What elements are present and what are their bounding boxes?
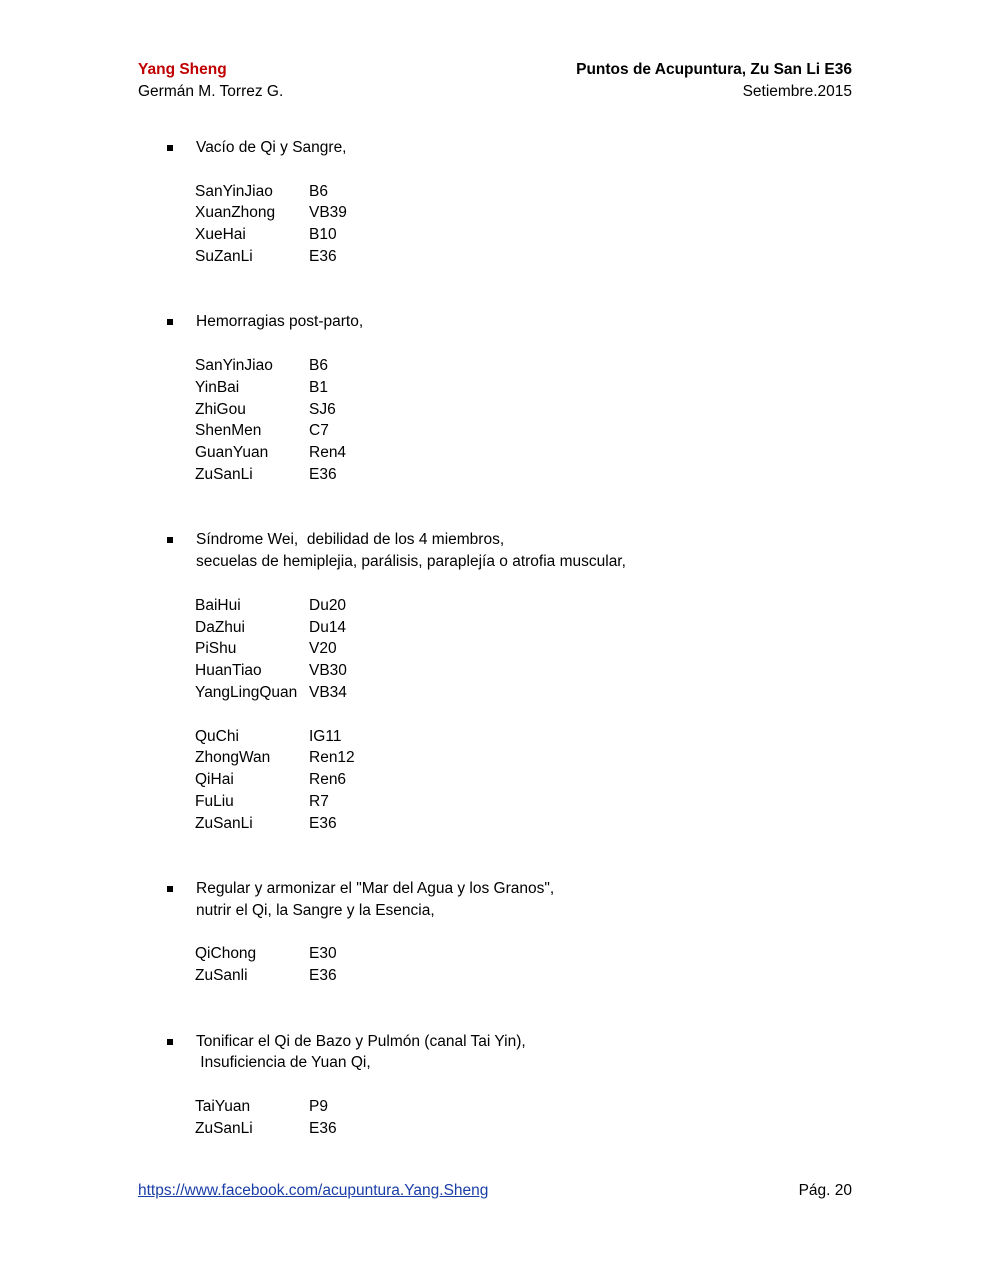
point-name: SanYinJiao	[195, 182, 273, 200]
point-row	[195, 246, 865, 268]
heading-line: Hemorragias post-parto,	[196, 313, 364, 331]
point-name: ZhiGou	[195, 400, 246, 418]
point-name: QuChi	[195, 727, 239, 745]
heading-line: Insuficiencia de Yuan Qi,	[196, 1054, 371, 1072]
point-row	[195, 682, 865, 704]
point-code: V20	[309, 640, 337, 658]
point-code: E36	[309, 1119, 337, 1137]
point-row	[195, 595, 865, 617]
point-row	[195, 638, 865, 660]
square-bullet-icon	[167, 886, 173, 892]
points-list	[165, 943, 865, 987]
point-row	[195, 943, 865, 965]
page-number: Pág. 20	[798, 1182, 852, 1199]
document-title: Puntos de Acupuntura, Zu San Li E36	[576, 61, 852, 78]
point-code: Ren4	[309, 444, 347, 462]
indication-section	[165, 311, 865, 485]
point-name: FuLiu	[195, 792, 234, 810]
point-code: E36	[309, 465, 337, 483]
indication-section	[165, 529, 865, 834]
facebook-link[interactable]: https://www.facebook.com/acupuntura.Yang.Sheng	[138, 1182, 489, 1199]
heading-line: Vacío de Qi y Sangre,	[196, 139, 347, 156]
point-name: ShenMen	[195, 422, 262, 440]
point-row	[195, 791, 865, 813]
point-code: SJ6	[309, 400, 336, 418]
point-row	[195, 202, 865, 224]
point-name: ZhongWan	[195, 749, 271, 767]
point-name: XueHai	[195, 226, 246, 244]
point-name: HuanTiao	[195, 662, 262, 680]
point-code: IG11	[309, 727, 342, 745]
point-row	[195, 747, 865, 769]
point-code: E36	[309, 247, 337, 265]
indication-heading	[165, 529, 865, 573]
point-code: E30	[309, 945, 337, 963]
heading-line: Síndrome Wei, debilidad de los 4 miembros,	[196, 531, 505, 549]
point-row	[195, 1118, 865, 1140]
point-name: GuanYuan	[195, 444, 269, 462]
point-name: SuZanLi	[195, 247, 253, 265]
point-code: Du20	[309, 596, 347, 614]
heading-line: Regular y armonizar el "Mar del Agua y los Granos",	[196, 880, 555, 898]
point-name: XuanZhong	[195, 204, 276, 222]
point-name: QiChong	[195, 945, 257, 963]
point-code: E36	[309, 814, 337, 832]
point-code: P9	[309, 1098, 328, 1116]
point-row	[195, 813, 865, 835]
points-list	[165, 1096, 865, 1140]
point-code: R7	[309, 792, 329, 810]
footer	[138, 1180, 852, 1202]
point-row	[195, 377, 865, 399]
indication-heading	[165, 878, 865, 922]
point-row	[195, 769, 865, 791]
brand-name: Yang Sheng	[138, 61, 227, 78]
point-name: ZuSanLi	[195, 814, 253, 832]
point-code: C7	[309, 422, 329, 440]
point-name: YinBai	[195, 378, 240, 396]
indication-heading	[165, 1031, 865, 1075]
point-code: B6	[309, 182, 328, 200]
point-name: BaiHui	[195, 596, 241, 614]
point-code: E36	[309, 967, 337, 985]
point-row	[195, 442, 865, 464]
points-list	[165, 181, 865, 268]
point-row	[195, 181, 865, 203]
point-row	[195, 1096, 865, 1118]
author-name: Germán M. Torrez G.	[138, 83, 284, 100]
point-row	[195, 224, 865, 246]
point-name: ZuSanli	[195, 967, 248, 985]
document-date: Setiembre.2015	[742, 83, 852, 100]
points-list	[165, 355, 865, 486]
point-code: Ren12	[309, 749, 355, 767]
header-right	[576, 59, 852, 103]
header-left	[138, 59, 283, 103]
heading-line: secuelas de hemiplejia, parálisis, paraplejía o atrofia muscular,	[196, 553, 626, 571]
indication-section	[165, 1031, 865, 1140]
indication-heading	[165, 137, 865, 159]
point-row	[195, 965, 865, 987]
point-row	[195, 464, 865, 486]
points-list	[165, 595, 865, 835]
point-name: ZuSanLi	[195, 465, 253, 483]
point-name: DaZhui	[195, 618, 245, 636]
indication-section	[165, 137, 865, 268]
point-name: PiShu	[195, 640, 237, 658]
point-name: YangLingQuan	[195, 683, 298, 701]
point-code: VB39	[309, 204, 347, 222]
point-code: VB34	[309, 683, 347, 701]
point-code: B1	[309, 378, 328, 396]
point-row	[195, 617, 865, 639]
square-bullet-icon	[167, 145, 173, 151]
square-bullet-icon	[167, 537, 173, 543]
point-name: SanYinJiao	[195, 356, 273, 374]
heading-line: nutrir el Qi, la Sangre y la Esencia,	[196, 901, 435, 919]
point-name: QiHai	[195, 771, 234, 789]
point-name: TaiYuan	[195, 1098, 251, 1116]
point-name: ZuSanLi	[195, 1119, 253, 1137]
square-bullet-icon	[167, 319, 173, 325]
point-row	[195, 420, 865, 442]
point-code: VB30	[309, 662, 347, 680]
point-row	[195, 660, 865, 682]
point-code: Ren6	[309, 771, 347, 789]
point-code: B10	[309, 226, 337, 244]
indication-section	[165, 878, 865, 987]
point-row	[195, 726, 865, 748]
point-row	[195, 399, 865, 421]
heading-line: Tonificar el Qi de Bazo y Pulmón (canal Tai Yin),	[196, 1032, 526, 1050]
point-code: Du14	[309, 618, 347, 636]
page-content	[165, 137, 865, 1183]
point-code: B6	[309, 356, 328, 374]
indication-heading	[165, 311, 865, 333]
square-bullet-icon	[167, 1039, 173, 1045]
point-row	[195, 355, 865, 377]
